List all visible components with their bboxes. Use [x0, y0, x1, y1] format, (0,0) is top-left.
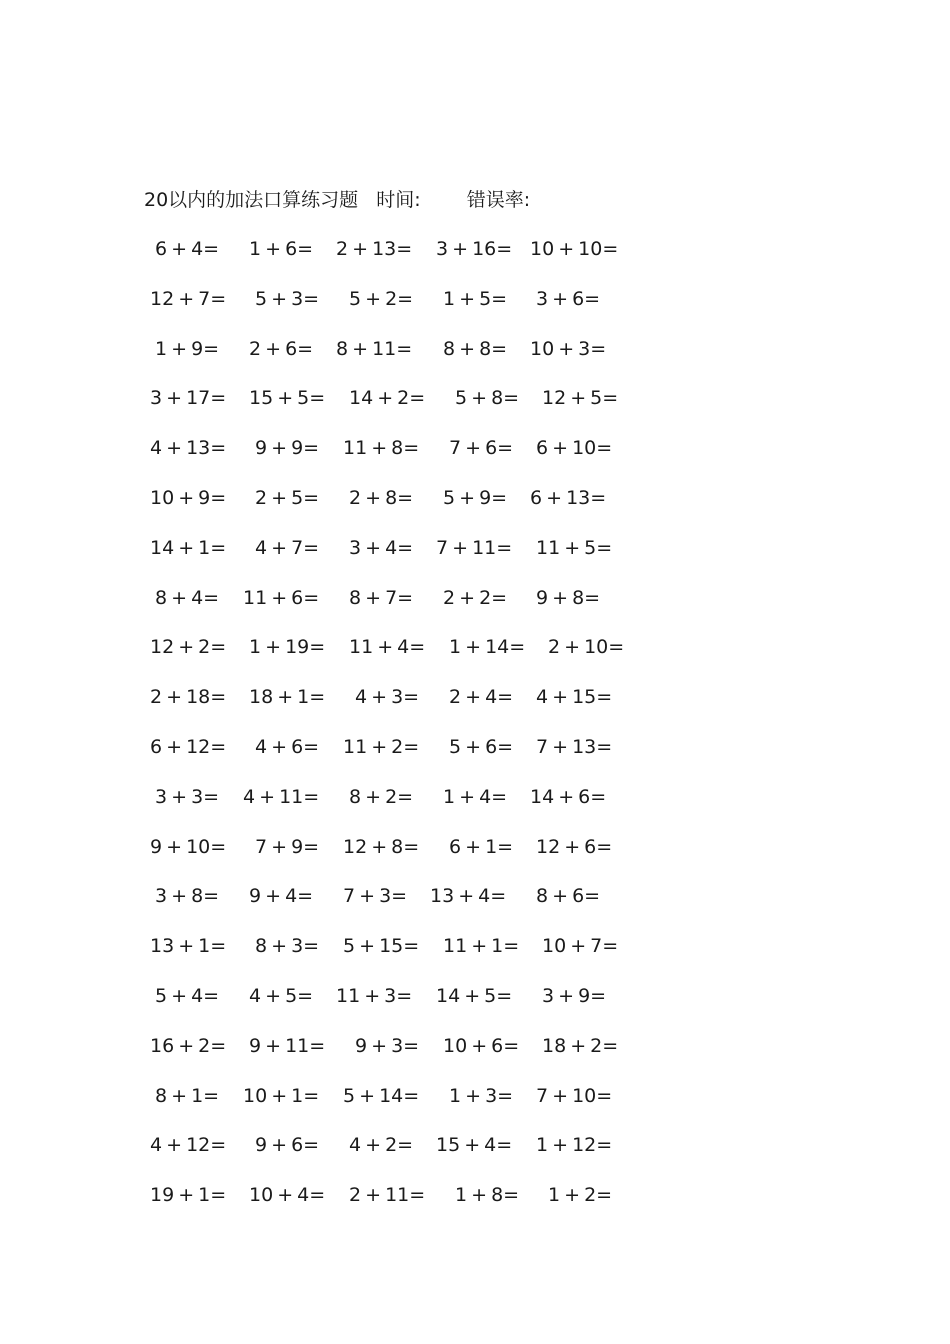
- problem-item: 6 + 12=: [150, 736, 227, 758]
- problem-item: 2 + 11=: [349, 1184, 426, 1207]
- problem-item: 6 + 13=: [530, 487, 607, 509]
- problem-item: 2 + 6=: [249, 337, 314, 360]
- problem-item: 4 + 13=: [150, 437, 227, 460]
- problem-item: 11 + 6=: [243, 586, 320, 609]
- problem-item: 8 + 6=: [536, 885, 601, 908]
- problem-item: 11 + 1=: [443, 935, 520, 958]
- problem-item: 7 + 3=: [343, 885, 408, 908]
- problem-item: 2 + 5=: [255, 487, 320, 509]
- problem-item: 7 + 6=: [449, 437, 514, 460]
- problem-item: 8 + 2=: [349, 785, 414, 808]
- problem-item: 1 + 2=: [548, 1184, 613, 1207]
- problem-item: 9 + 10=: [150, 835, 227, 858]
- problem-item: 10 + 9=: [150, 487, 227, 509]
- problem-item: 14 + 1=: [150, 536, 227, 559]
- problem-item: 11 + 2=: [343, 736, 420, 758]
- problem-item: 4 + 3=: [355, 686, 420, 709]
- problem-item: 14 + 6=: [530, 785, 607, 808]
- problem-item: 16 + 2=: [150, 1034, 227, 1057]
- problem-item: 11 + 8=: [343, 437, 420, 460]
- problem-item: 12 + 5=: [542, 387, 619, 410]
- problem-item: 11 + 3=: [336, 985, 413, 1007]
- problem-item: 1 + 14=: [449, 636, 526, 659]
- problem-item: 3 + 16=: [436, 238, 513, 260]
- problem-item: 10 + 10=: [530, 238, 619, 260]
- problem-item: 2 + 8=: [349, 487, 414, 509]
- problem-item: 12 + 2=: [150, 636, 227, 659]
- problem-item: 12 + 7=: [150, 287, 227, 310]
- problem-item: 2 + 2=: [443, 586, 508, 609]
- problem-item: 9 + 6=: [255, 1134, 320, 1157]
- problem-item: 1 + 19=: [249, 636, 326, 659]
- problem-item: 3 + 9=: [542, 985, 607, 1007]
- problem-item: 8 + 11=: [336, 337, 413, 360]
- problem-item: 14 + 2=: [349, 387, 426, 410]
- problem-item: 1 + 5=: [443, 287, 508, 310]
- problem-item: 3 + 17=: [150, 387, 227, 410]
- problem-item: 4 + 2=: [349, 1134, 414, 1157]
- problem-item: 7 + 9=: [255, 835, 320, 858]
- problem-item: 8 + 1=: [155, 1084, 220, 1107]
- problem-item: 3 + 4=: [349, 536, 414, 559]
- problem-item: 4 + 11=: [243, 785, 320, 808]
- problem-item: 1 + 4=: [443, 785, 508, 808]
- problem-item: 6 + 4=: [155, 238, 220, 260]
- problem-item: 8 + 7=: [349, 586, 414, 609]
- problem-item: 2 + 13=: [336, 238, 413, 260]
- problem-item: 4 + 6=: [255, 736, 320, 758]
- problem-item: 13 + 1=: [150, 935, 227, 958]
- problem-item: 9 + 11=: [249, 1034, 326, 1057]
- problem-item: 14 + 5=: [436, 985, 513, 1007]
- problem-item: 4 + 7=: [255, 536, 320, 559]
- problem-item: 5 + 8=: [455, 387, 520, 410]
- problem-item: 4 + 5=: [249, 985, 314, 1007]
- problem-item: 6 + 10=: [536, 437, 613, 460]
- problem-item: 18 + 2=: [542, 1034, 619, 1057]
- problem-item: 5 + 6=: [449, 736, 514, 758]
- problem-item: 1 + 9=: [155, 337, 220, 360]
- problem-item: 10 + 4=: [249, 1184, 326, 1207]
- problem-item: 8 + 4=: [155, 586, 220, 609]
- problem-item: 1 + 3=: [449, 1084, 514, 1107]
- time-label: 时间:: [376, 189, 421, 211]
- problem-item: 4 + 12=: [150, 1134, 227, 1157]
- problem-item: 9 + 8=: [536, 586, 601, 609]
- problem-item: 13 + 4=: [430, 885, 507, 908]
- problem-item: 10 + 3=: [530, 337, 607, 360]
- error-rate-label: 错误率:: [466, 189, 531, 211]
- problem-item: 5 + 9=: [443, 487, 508, 509]
- problem-item: 15 + 5=: [249, 387, 326, 410]
- problem-item: 5 + 15=: [343, 935, 420, 958]
- problem-item: 5 + 3=: [255, 287, 320, 310]
- problem-item: 1 + 8=: [455, 1184, 520, 1207]
- problem-item: 1 + 6=: [249, 238, 314, 260]
- problem-item: 4 + 15=: [536, 686, 613, 709]
- problem-item: 3 + 8=: [155, 885, 220, 908]
- problem-item: 12 + 8=: [343, 835, 420, 858]
- problem-item: 5 + 2=: [349, 287, 414, 310]
- problem-item: 9 + 3=: [355, 1034, 420, 1057]
- problem-item: 3 + 6=: [536, 287, 601, 310]
- worksheet-title: 20以内的加法口算练习题: [144, 189, 359, 211]
- problem-item: 9 + 9=: [255, 437, 320, 460]
- problem-item: 18 + 1=: [249, 686, 326, 709]
- problem-item: 7 + 13=: [536, 736, 613, 758]
- problem-item: 7 + 11=: [436, 536, 513, 559]
- problem-item: 9 + 4=: [249, 885, 314, 908]
- problem-item: 5 + 4=: [155, 985, 220, 1007]
- problem-item: 2 + 18=: [150, 686, 227, 709]
- problem-item: 2 + 4=: [449, 686, 514, 709]
- problem-item: 5 + 14=: [343, 1084, 420, 1107]
- problem-item: 10 + 7=: [542, 935, 619, 958]
- problem-item: 11 + 5=: [536, 536, 613, 559]
- problem-item: 8 + 3=: [255, 935, 320, 958]
- problem-item: 8 + 8=: [443, 337, 508, 360]
- problem-item: 7 + 10=: [536, 1084, 613, 1107]
- problem-item: 3 + 3=: [155, 785, 220, 808]
- problem-item: 15 + 4=: [436, 1134, 513, 1157]
- problem-item: 6 + 1=: [449, 835, 514, 858]
- problem-item: 10 + 1=: [243, 1084, 320, 1107]
- problem-item: 1 + 12=: [536, 1134, 613, 1157]
- problem-item: 12 + 6=: [536, 835, 613, 858]
- problem-item: 2 + 10=: [548, 636, 625, 659]
- problem-item: 11 + 4=: [349, 636, 426, 659]
- problem-item: 10 + 6=: [443, 1034, 520, 1057]
- problem-item: 19 + 1=: [150, 1184, 227, 1207]
